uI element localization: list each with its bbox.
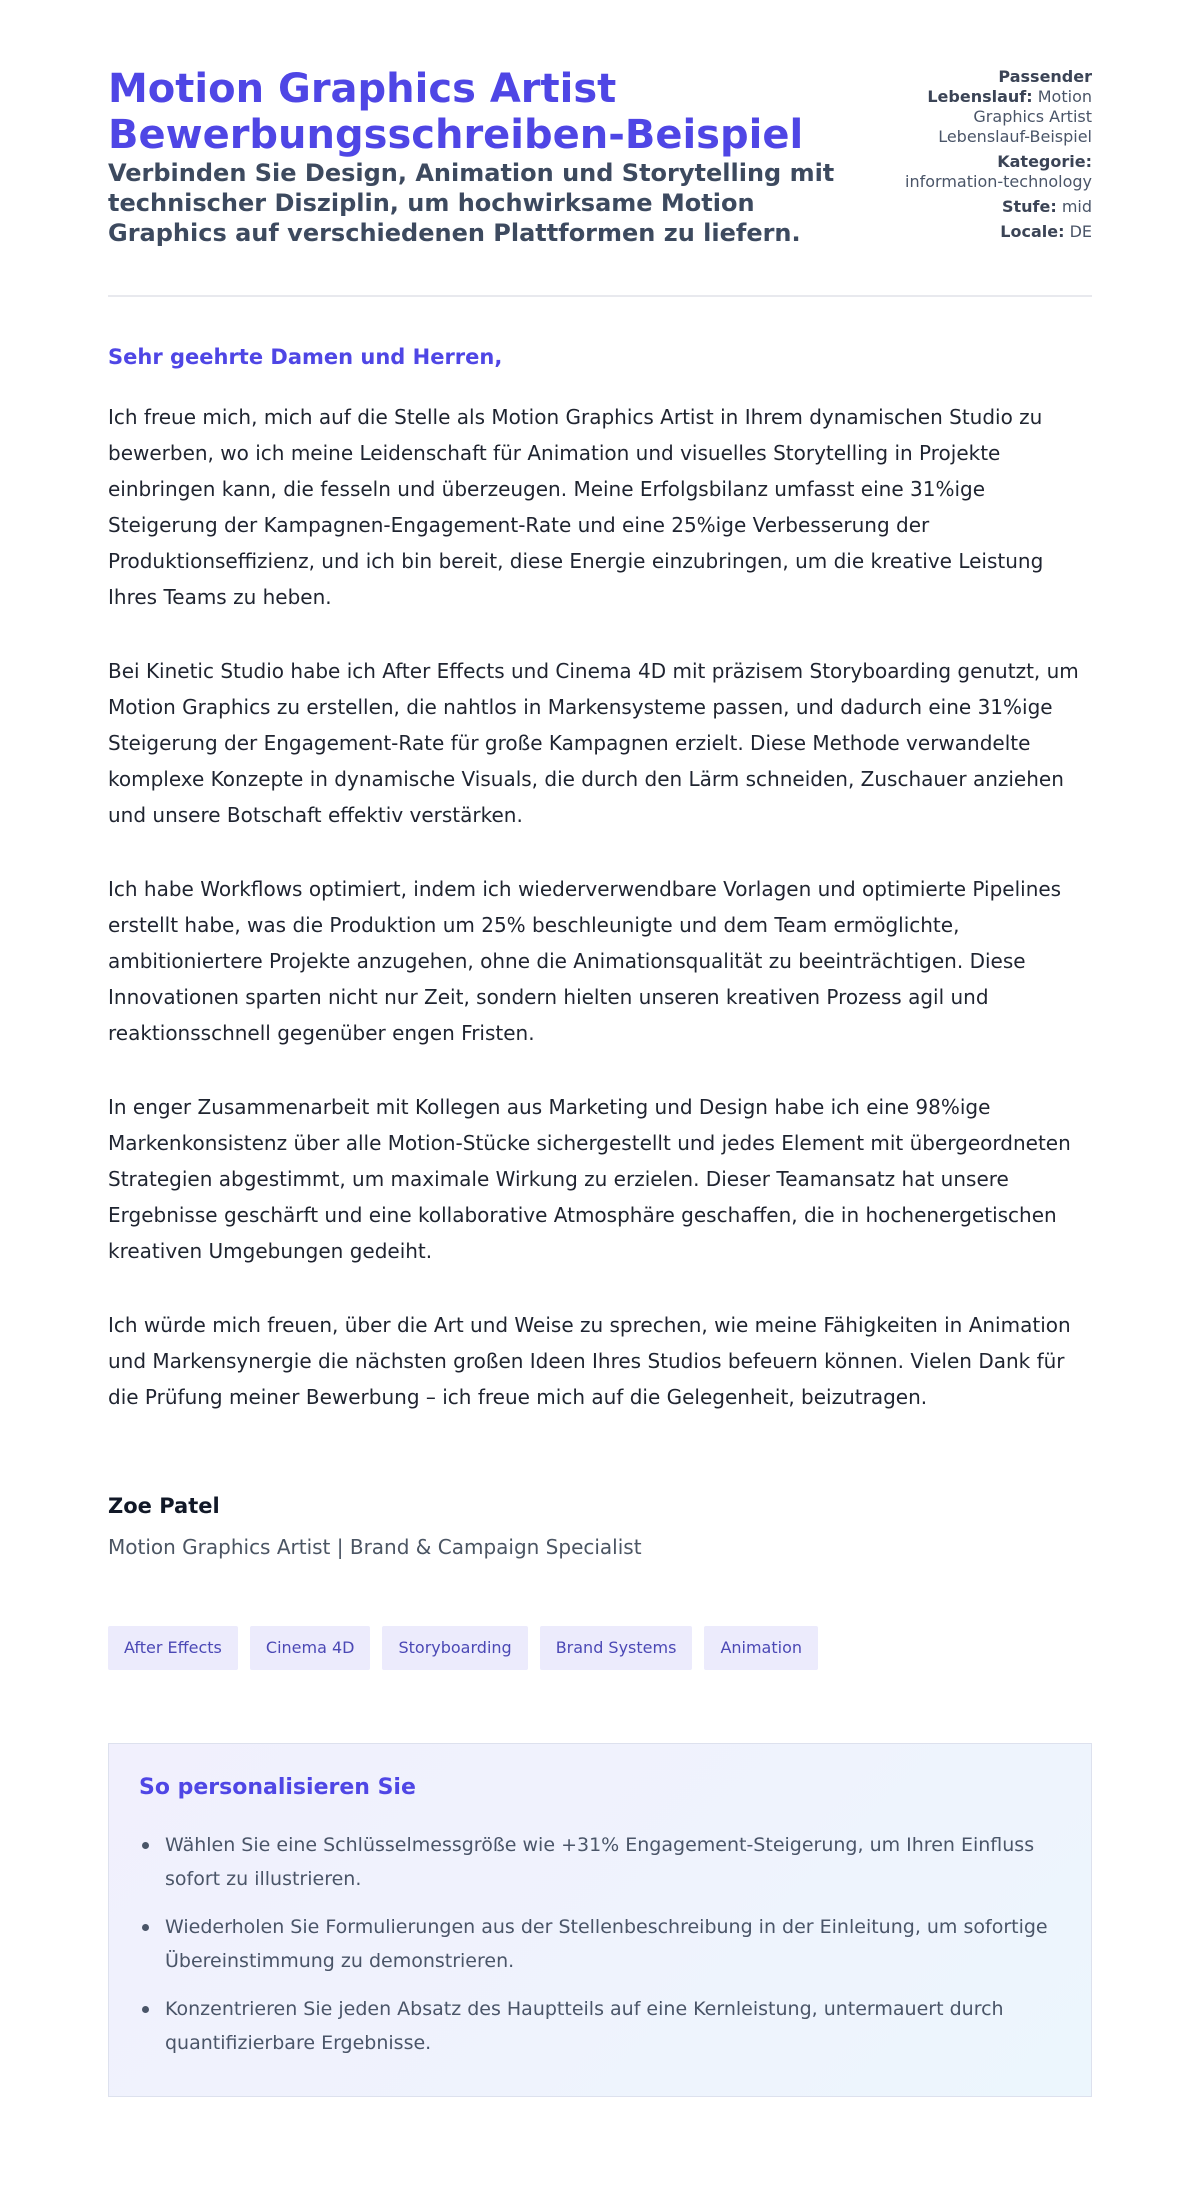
skill-tags (108, 1626, 1092, 1670)
meta-panel (902, 66, 1092, 247)
tips-list-item (139, 1828, 1061, 1896)
meta-key: Passender Lebenslauf: (927, 67, 1092, 106)
tips-list-item (139, 1910, 1061, 1978)
meta-locale (902, 222, 1092, 242)
meta-key: Kategorie: (997, 152, 1092, 171)
skill-tag: Brand Systems (540, 1626, 693, 1670)
signature-name: Zoe Patel (108, 1494, 220, 1518)
meta-value: DE (1069, 222, 1092, 241)
meta-matching-resume (902, 67, 1092, 147)
page-title: Motion Graphics Artist Bewerbungsschreiben-Beispiel (108, 66, 804, 158)
page-header (108, 66, 1092, 297)
cover-letter-page (108, 66, 1092, 2097)
personalization-tips-box (108, 1743, 1092, 2097)
signature-block (108, 1492, 1092, 1562)
bullet-icon (142, 1924, 149, 1931)
letter-paragraph: Ich habe Workflows optimiert, indem ich wiederverwendbare Vorlagen und optimierte Pipelines erstellt habe, was die Produktion um 25% beschleunigte und dem Team ermöglichte, ambitioniertere Projekte anzugehen, ohne die Animationsqualität zu beeinträchtigen. Diese Innovationen sparten nicht nur Zeit, sondern hielten unseren kreativen Prozess agil und reaktionsschnell gegenüber engen Fristen. (108, 877, 1062, 1045)
header-main (108, 66, 868, 248)
letter-body (108, 399, 1092, 1415)
letter-paragraph: Ich würde mich freuen, über die Art und Weise zu sprechen, wie meine Fähigkeiten in Animation und Markensynergie die nächsten großen Ideen Ihres Studios befeuern können. Vielen Dank für die Prüfung meiner Bewerbung – ich freue mich auf die Gelegenheit, beizutragen. (108, 1313, 1071, 1409)
tips-item-text: Konzentrieren Sie jeden Absatz des Hauptteils auf eine Kernleistung, untermauert durch quantifizierbare Ergebnisse. (165, 1998, 1004, 2054)
tips-item-text: Wiederholen Sie Formulierungen aus der Stellenbeschreibung in der Einleitung, um sofortige Übereinstimmung zu demonstrieren. (165, 1916, 1048, 1972)
tips-list (139, 1828, 1061, 2060)
meta-value: Motion Graphics Artist Lebenslauf-Beispiel (938, 87, 1092, 146)
tips-title: So personalisieren Sie (139, 1775, 416, 1800)
skill-tag: Cinema 4D (250, 1626, 371, 1670)
meta-key: Locale: (1000, 222, 1065, 241)
meta-category (902, 152, 1092, 192)
meta-key: Stufe: (1001, 197, 1057, 216)
bullet-icon (142, 1842, 149, 1849)
skill-tag: Storyboarding (382, 1626, 527, 1670)
bullet-icon (142, 2006, 149, 2013)
letter-paragraph: Ich freue mich, mich auf die Stelle als Motion Graphics Artist in Ihrem dynamischen Studio zu bewerben, wo ich meine Leidenschaft für Animation und visuelles Storytelling in Projekte einbringen kann, die fesseln und überzeugen. Meine Erfolgsbilanz umfasst eine 31%ige Steigerung der Kampagnen-Engagement-Rate und eine 25%ige Verbesserung der Produktionseffizienz, und ich bin bereit, diese Energie einzubringen, um die kreative Leistung Ihres Teams zu heben. (108, 405, 1044, 609)
signature-title: Motion Graphics Artist | Brand & Campaign Specialist (108, 1535, 642, 1559)
skill-tag: After Effects (108, 1626, 238, 1670)
meta-level (902, 197, 1092, 217)
letter-paragraph: In enger Zusammenarbeit mit Kollegen aus Marketing und Design habe ich eine 98%ige Markenkonsistenz über alle Motion-Stücke sichergestellt und jedes Element mit übergeordneten Strategien abgestimmt, um maximale Wirkung zu erzielen. Dieser Teamansatz hat unsere Ergebnisse geschärft und eine kollaborative Atmosphäre geschaffen, die in hochenergetischen kreativen Umgebungen gedeiht. (108, 1095, 1071, 1263)
skill-tag: Animation (704, 1626, 818, 1670)
meta-value: mid (1061, 197, 1092, 216)
letter-paragraph: Bei Kinetic Studio habe ich After Effects und Cinema 4D mit präzisem Storyboarding genutzt, um Motion Graphics zu erstellen, die nahtlos in Markensysteme passen, und dadurch eine 31%ige Steigerung der Engagement-Rate für große Kampagnen erzielt. Diese Methode verwandelte komplexe Konzepte in dynamische Visuals, die durch den Lärm schneiden, Zuschauer anziehen und unsere Botschaft effektiv verstärken. (108, 659, 1079, 827)
tips-item-text: Wählen Sie eine Schlüsselmessgröße wie +31% Engagement-Steigerung, um Ihren Einfluss sofort zu illustrieren. (165, 1834, 1035, 1890)
tips-list-item (139, 1992, 1061, 2060)
letter-greeting: Sehr geehrte Damen und Herren, (108, 345, 503, 369)
meta-value: information-technology (905, 172, 1092, 191)
page-subtitle: Verbinden Sie Design, Animation und Storytelling mit technischer Disziplin, um hochwirksame Motion Graphics auf verschiedenen Plattformen zu liefern. (108, 159, 835, 247)
